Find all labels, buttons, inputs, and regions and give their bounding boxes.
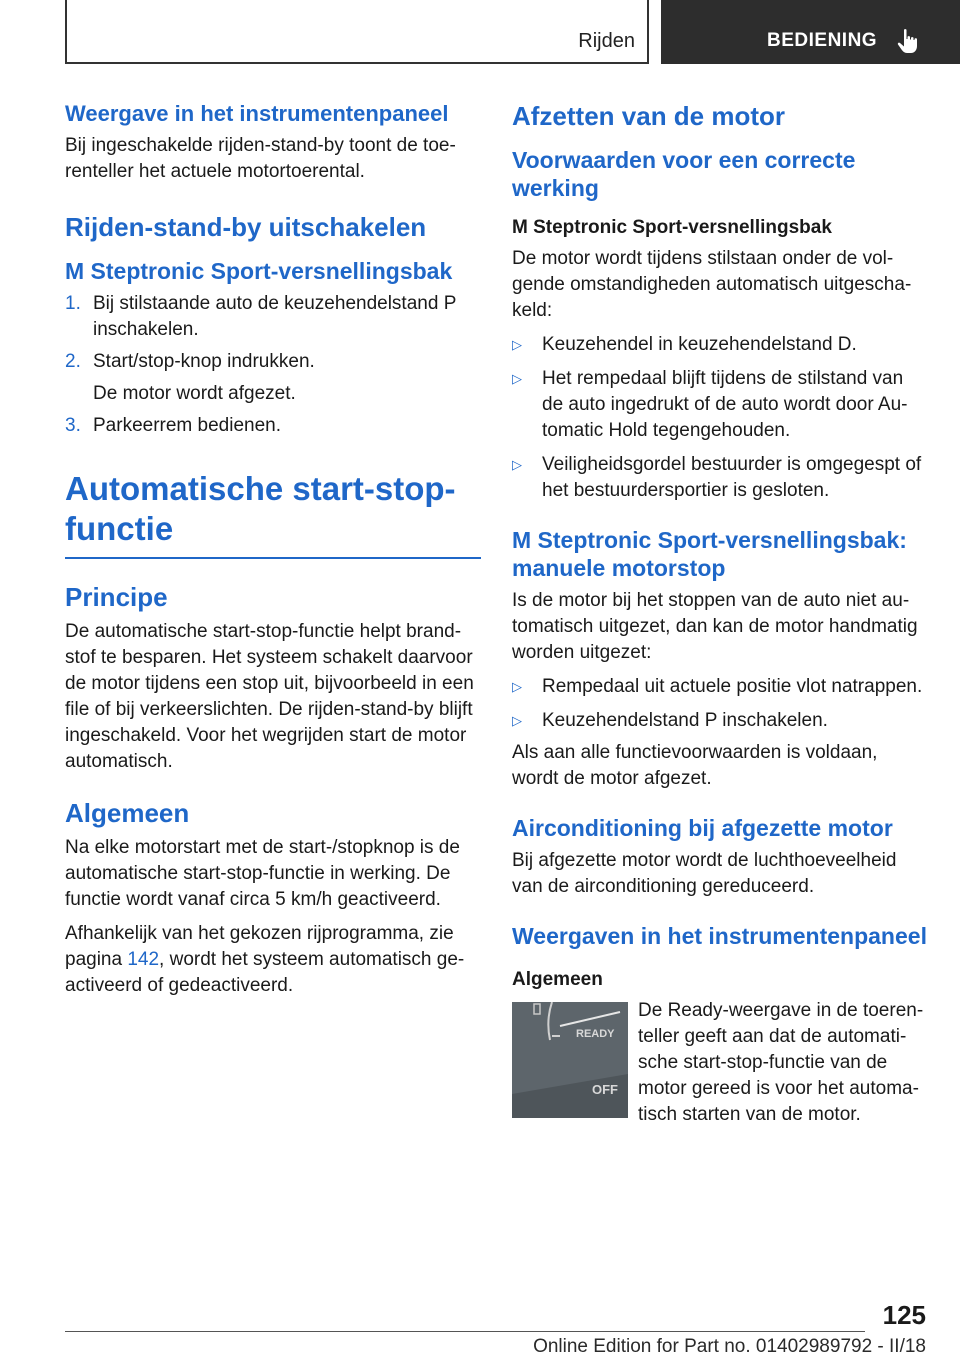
condition-item xyxy=(512,452,928,504)
triangle-bullet-icon: ▷ xyxy=(512,337,522,352)
airco-heading: Airconditioning bij afgezette motor xyxy=(512,815,893,841)
manual-step-item xyxy=(512,674,928,700)
auto-start-stop-heading: Automatische start-stop-functie xyxy=(65,470,456,547)
edition-text: Online Edition for Part no. 01402989792 - II/18 xyxy=(533,1336,926,1357)
condition-text: Het rempedaal blijft tijdens de stilstand van de auto ingedrukt of de auto wordt door Automatic Hold tegengehouden. xyxy=(542,368,908,441)
algemeen-text-2 xyxy=(65,921,481,999)
algemeen-heading: Algemeen xyxy=(65,798,190,828)
algemeen-text-2b: , wordt het systeem automatisch geactiveerd of gedeactiveerd. xyxy=(65,949,465,996)
step-number: 3. xyxy=(65,415,81,436)
voorwaarden-heading: Voorwaarden voor een correcte werking xyxy=(512,147,856,201)
step-text: Bij stilstaande auto de keuzehendelstand P inschakelen. xyxy=(93,293,457,340)
condition-text: Keuzehendel in keuzehendelstand D. xyxy=(542,334,857,355)
manual-step-text: Rempedaal uit actuele positie vlot natrappen. xyxy=(542,676,923,697)
step-item xyxy=(65,349,481,375)
manual-step-item xyxy=(512,708,928,734)
steptronic-heading: M Steptronic Sport-versnellingsbak xyxy=(65,258,453,284)
step-item xyxy=(65,291,481,343)
triangle-bullet-icon: ▷ xyxy=(512,713,522,728)
condition-item xyxy=(512,332,928,358)
figure-caption: De Ready-weergave in de toerenteller geeft aan dat de automatische start-stop-functie van de motor gereed is voor het automatisch starten van de motor. xyxy=(638,1000,924,1125)
manual-text: Is de motor bij het stoppen van de auto niet automatisch uitgezet, dan kan de motor handmatig worden uitgezet: xyxy=(512,590,918,663)
hand-pointer-icon xyxy=(897,28,919,54)
standby-off-heading: Rijden-stand-by uitschakelen xyxy=(65,212,427,242)
weergaven-heading: Weergaven in het instrumentenpaneel xyxy=(512,923,927,949)
off-label: OFF xyxy=(592,1082,618,1097)
algemeen-text: Na elke motorstart met de start-/stopknop is de automatische start-stop-functie in werking. De functie wordt vanaf circa 5 km/h geactiveerd. xyxy=(65,837,460,910)
afzetten-heading: Afzetten van de motor xyxy=(512,101,786,131)
display-heading: Weergave in het instrumentenpaneel xyxy=(65,101,449,126)
ready-display-image xyxy=(512,1002,628,1118)
step-text: Parkeerrem bedienen. xyxy=(93,415,281,436)
manual-stop-heading: M Steptronic Sport-versnellingsbak: manuele motorstop xyxy=(512,527,907,581)
triangle-bullet-icon: ▷ xyxy=(512,371,522,386)
step-number: 1. xyxy=(65,293,81,314)
step-number: 2. xyxy=(65,351,81,372)
page-number: 125 xyxy=(882,1300,926,1330)
principe-text: De automatische start-stop-functie helpt brandstof te besparen. Het systeem schakelt daarvoor de motor tijdens een stop uit, bijvoorbeeld in een file of bij verkeerslichten. De rijden-stand-by blijft ingeschakeld. Voor het wegrijden start de motor automatisch. xyxy=(65,621,474,772)
header-chapter-box xyxy=(65,0,649,64)
voorwaarden-text: De motor wordt tijdens stilstaan onder de volgende omstandigheden automatisch uitgeschakeld: xyxy=(512,248,912,321)
left-column xyxy=(65,100,481,999)
condition-text: Veiligheidsgordel bestuurder is omgegespt of het bestuurdersportier is gesloten. xyxy=(542,454,922,501)
algemeen-text-2a: Afhankelijk van het gekozen rijprogramma, zie pagina xyxy=(65,923,454,970)
algemeen-label: Algemeen xyxy=(512,969,603,990)
steptronic-label: M Steptronic Sport-versnellingsbak xyxy=(512,217,832,238)
step-text: Start/stop-knop indrukken. xyxy=(93,351,315,372)
footer-rule xyxy=(65,1331,865,1332)
manual-result: Als aan alle functievoorwaarden is voldaan, wordt de motor afgezet. xyxy=(512,742,878,789)
airco-text: Bij afgezette motor wordt de luchthoeveelheid van de airconditioning gereduceerd. xyxy=(512,850,897,897)
tachometer-graphic xyxy=(512,1002,628,1118)
step-note: De motor wordt afgezet. xyxy=(93,383,296,404)
page-link[interactable]: 142 xyxy=(127,949,160,970)
display-text: Bij ingeschakelde rijden-stand-by toont de toerenteller het actuele motortoerental. xyxy=(65,135,456,182)
triangle-bullet-icon: ▷ xyxy=(512,679,522,694)
principe-heading: Principe xyxy=(65,582,168,612)
section-title: BEDIENING xyxy=(767,30,878,51)
ready-label: READY xyxy=(576,1028,615,1040)
right-column xyxy=(512,100,928,1128)
figure-block xyxy=(512,998,928,1128)
chapter-title: Rijden xyxy=(578,30,635,52)
heading-rule xyxy=(65,557,481,559)
header-section-box xyxy=(661,0,960,64)
condition-item xyxy=(512,366,928,444)
triangle-bullet-icon: ▷ xyxy=(512,457,522,472)
manual-step-text: Keuzehendelstand P inschakelen. xyxy=(542,710,828,731)
step-item xyxy=(65,413,481,439)
